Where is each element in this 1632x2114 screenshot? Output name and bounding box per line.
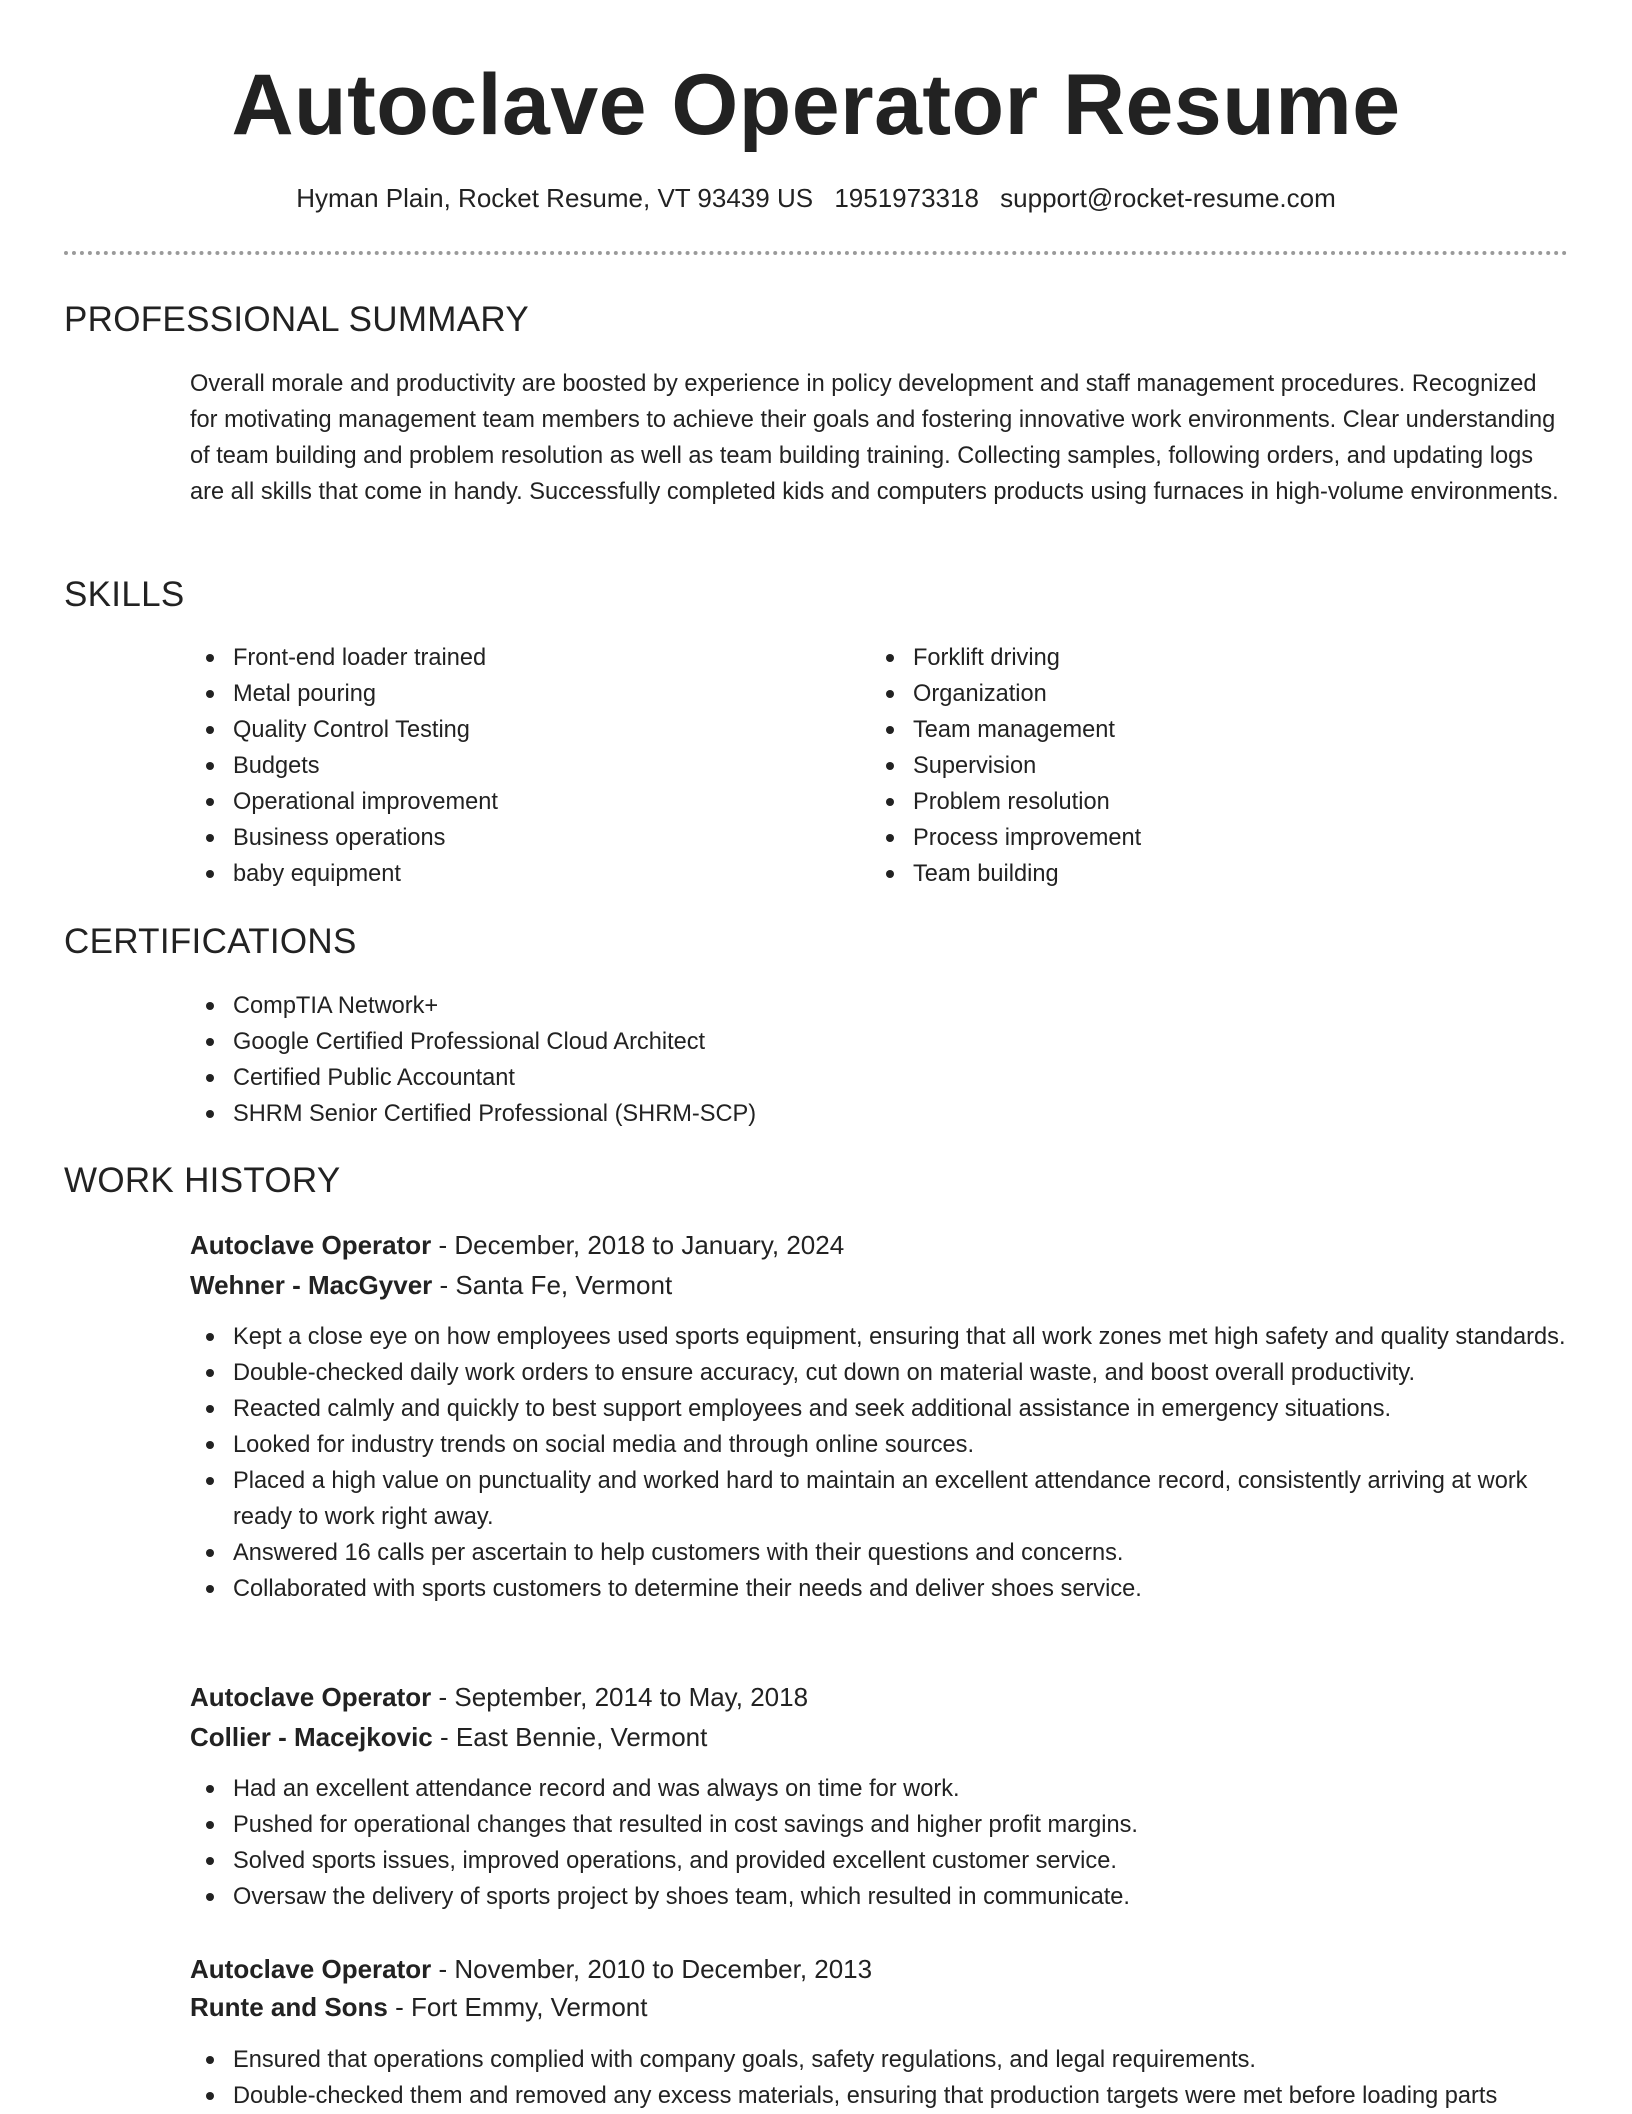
skills-list-right xyxy=(870,640,1510,892)
skill-item: Supervision xyxy=(870,748,1510,784)
job-location: - East Bennie, Vermont xyxy=(432,1722,708,1752)
job-bullet: Double-checked them and removed any excess materials, ensuring that production targets were met before loading parts xyxy=(190,2078,1570,2114)
job-title-line xyxy=(190,1678,808,1716)
job-company: Collier - Macejkovic xyxy=(190,1722,433,1752)
header-divider xyxy=(64,251,1568,255)
job-bullet: Double-checked daily work orders to ensure accuracy, cut down on material waste, and boost overall productivity. xyxy=(190,1355,1570,1391)
job-bullet: Looked for industry trends on social media and through online sources. xyxy=(190,1427,1570,1463)
job-role: Autoclave Operator xyxy=(190,1230,432,1260)
job-company-line xyxy=(190,1266,672,1304)
skill-item: Operational improvement xyxy=(190,784,830,820)
skills-list-left xyxy=(190,640,830,892)
job-bullets xyxy=(190,1319,1570,1607)
contact-line xyxy=(0,180,1632,216)
skill-item: Organization xyxy=(870,676,1510,712)
contact-address: Hyman Plain, Rocket Resume, VT 93439 US xyxy=(296,183,814,213)
job-company: Wehner - MacGyver xyxy=(190,1270,433,1300)
skill-item: Business operations xyxy=(190,820,830,856)
work-history-heading: WORK HISTORY xyxy=(64,1161,341,1200)
job-role: Autoclave Operator xyxy=(190,1954,432,1984)
job-bullet: Collaborated with sports customers to determine their needs and deliver shoes service. xyxy=(190,1571,1570,1607)
job-bullet: Had an excellent attendance record and was always on time for work. xyxy=(190,1771,1570,1807)
skill-item: Forklift driving xyxy=(870,640,1510,676)
certifications-list xyxy=(190,988,1490,1132)
skill-item: Quality Control Testing xyxy=(190,712,830,748)
certification-item: Google Certified Professional Cloud Architect xyxy=(190,1024,1490,1060)
job-bullet: Answered 16 calls per ascertain to help customers with their questions and concerns. xyxy=(190,1535,1570,1571)
skills-heading: SKILLS xyxy=(64,575,185,614)
certification-item: SHRM Senior Certified Professional (SHRM-SCP) xyxy=(190,1096,1490,1132)
job-company-line xyxy=(190,1988,647,2026)
job-bullet: Placed a high value on punctuality and worked hard to maintain an excellent attendance record, consistently arriving at work ready to work right away. xyxy=(190,1463,1570,1535)
job-dates: - November, 2010 to December, 2013 xyxy=(431,1954,873,1984)
certifications-heading: CERTIFICATIONS xyxy=(64,922,357,961)
skill-item: Front-end loader trained xyxy=(190,640,830,676)
job-location: - Santa Fe, Vermont xyxy=(432,1270,673,1300)
resume-title: Autoclave Operator Resume xyxy=(231,57,1401,153)
job-bullet: Solved sports issues, improved operations, and provided excellent customer service. xyxy=(190,1843,1570,1879)
job-dates: - September, 2014 to May, 2018 xyxy=(431,1682,809,1712)
skill-item: Team management xyxy=(870,712,1510,748)
job-company-line xyxy=(190,1718,707,1756)
contact-email: support@rocket-resume.com xyxy=(1000,183,1336,213)
job-bullet: Ensured that operations complied with company goals, safety regulations, and legal requirements. xyxy=(190,2042,1570,2078)
summary-text: Overall morale and productivity are boosted by experience in policy development and staff management procedures. Recognized for motivating management team members to achieve their goals and fostering innovative work environments. Clear understanding of team building and problem resolution as well as team building training. Collecting samples, following orders, and updating logs are all skills that come in handy. Successfully completed kids and computers products using furnaces in high-volume environments. xyxy=(190,371,1559,505)
job-bullets xyxy=(190,2042,1570,2114)
skill-item: Metal pouring xyxy=(190,676,830,712)
job-title-line xyxy=(190,1950,872,1988)
job-bullet: Reacted calmly and quickly to best support employees and seek additional assistance in emergency situations. xyxy=(190,1391,1570,1427)
job-bullet: Kept a close eye on how employees used sports equipment, ensuring that all work zones met high safety and quality standards. xyxy=(190,1319,1570,1355)
certification-item: Certified Public Accountant xyxy=(190,1060,1490,1096)
certification-item: CompTIA Network+ xyxy=(190,988,1490,1024)
skill-item: Budgets xyxy=(190,748,830,784)
skill-item: baby equipment xyxy=(190,856,830,892)
job-bullet: Pushed for operational changes that resulted in cost savings and higher profit margins. xyxy=(190,1807,1570,1843)
job-bullet: Oversaw the delivery of sports project by shoes team, which resulted in communicate. xyxy=(190,1879,1570,1915)
summary-heading: PROFESSIONAL SUMMARY xyxy=(64,300,529,339)
job-role: Autoclave Operator xyxy=(190,1682,432,1712)
contact-phone: 1951973318 xyxy=(834,183,979,213)
skill-item: Problem resolution xyxy=(870,784,1510,820)
job-bullets xyxy=(190,1771,1570,1915)
job-title-line xyxy=(190,1226,844,1264)
job-location: - Fort Emmy, Vermont xyxy=(387,1992,648,2022)
job-company: Runte and Sons xyxy=(190,1992,388,2022)
job-dates: - December, 2018 to January, 2024 xyxy=(431,1230,845,1260)
skill-item: Team building xyxy=(870,856,1510,892)
skill-item: Process improvement xyxy=(870,820,1510,856)
